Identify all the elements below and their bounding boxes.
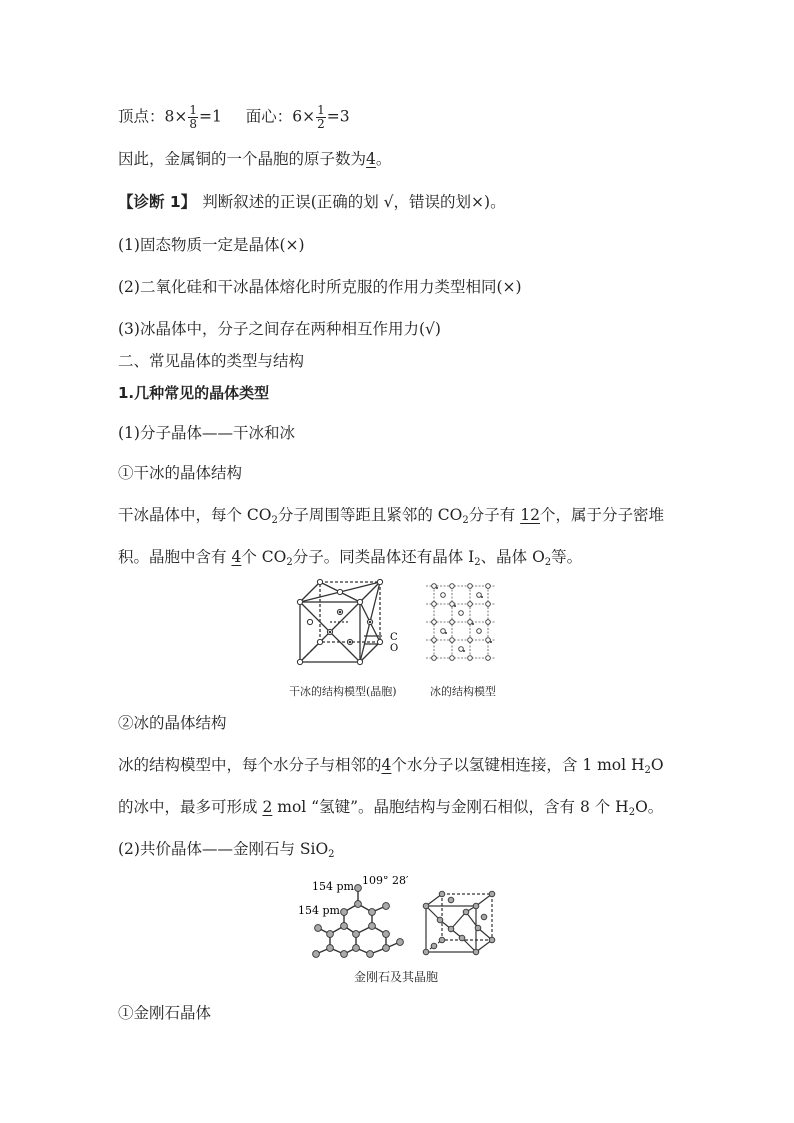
diagnosis-prompt: 判断叙述的正误(正确的划 √，错误的划×)。 [202, 193, 506, 211]
diagnosis-item-3: (3)冰晶体中，分子之间存在两种相互作用力(√) [118, 320, 441, 338]
ice-structure-figure [422, 576, 500, 672]
diagnosis-title: 【诊断 1】 [118, 193, 197, 211]
dry-ice-paragraph-line-2: 积。晶胞中含有 4个 $CO_2$分子。同类晶体还有晶体 $I_2$、晶体 $O_2$等。 [118, 548, 583, 568]
vertex-fraction: $\frac{1}{8}$ [189, 103, 197, 131]
subsection-heading: 1.几种常见的晶体类型 [118, 384, 270, 402]
answer-blank: 12 [520, 506, 540, 524]
ice-paragraph-line-2: 的冰中，最多可形成 2 mol “氢键”。晶胞结构与金刚石相似，含有 8 个 $H_2O$。 [118, 798, 664, 818]
ice-title: ②冰的晶体结构 [118, 714, 227, 732]
dry-ice-title: ①干冰的晶体结构 [118, 464, 243, 482]
oxygen-label: O [390, 643, 399, 654]
covalent-crystal-heading: (2)共价晶体——金刚石与 SiO$_2$ [118, 840, 335, 860]
diamond-structure-figure [296, 876, 408, 960]
conclusion-line: 因此，金属铜的一个晶胞的原子数为4。 [118, 150, 392, 168]
answer-blank: 4 [381, 756, 392, 774]
answer-blank: 4 [231, 548, 242, 566]
diamond-unit-cell-figure [420, 890, 500, 956]
diamond-title: ①金刚石晶体 [118, 1004, 212, 1022]
dry-ice-caption: 干冰的结构模型(晶胞) [289, 685, 397, 698]
answer-blank: 2 [262, 798, 273, 816]
diagnosis-item-1: (1)固态物质一定是晶体(×) [118, 236, 305, 254]
ice-paragraph-line-1: 冰的结构模型中，每个水分子与相邻的4个水分子以氢键相连接，含 1 mol $H_2O$ [118, 756, 664, 776]
ice-caption: 冰的结构模型 [430, 685, 496, 698]
diamond-caption: 金刚石及其晶胞 [354, 970, 439, 984]
molecular-crystal-heading: (1)分子晶体——干冰和冰 [118, 424, 295, 442]
answer-blank: 4 [366, 150, 376, 168]
face-center-label: 面心：6× [245, 107, 316, 126]
dry-ice-paragraph-line-1: 干冰晶体中，每个 $CO_2$分子周围等距且紧邻的 $CO_2$分子有 12个，属于分子密堆 [118, 506, 664, 526]
vertex-label: 顶点：8× [118, 107, 188, 126]
diagnosis-item-2: (2)二氧化硅和干冰晶体熔化时所克服的作用力类型相同(×) [118, 278, 522, 296]
face-fraction: $\frac{1}{2}$ [317, 103, 325, 131]
carbon-label: C [390, 632, 398, 643]
bond-angle-label: 109° 28′ [362, 876, 408, 887]
diagnosis-heading [118, 191, 506, 213]
section-heading: 二、常见晶体的类型与结构 [118, 352, 305, 370]
dry-ice-unit-cell-figure [286, 572, 408, 676]
bond-length-label-2: 154 pm [298, 904, 340, 917]
unit-cell-count-formula: 顶点：8× $\frac{1}{8}$ =1 面心：6× $\frac{1}{2}$ =3 [118, 103, 350, 131]
bond-length-label-1: 154 pm [312, 880, 354, 893]
